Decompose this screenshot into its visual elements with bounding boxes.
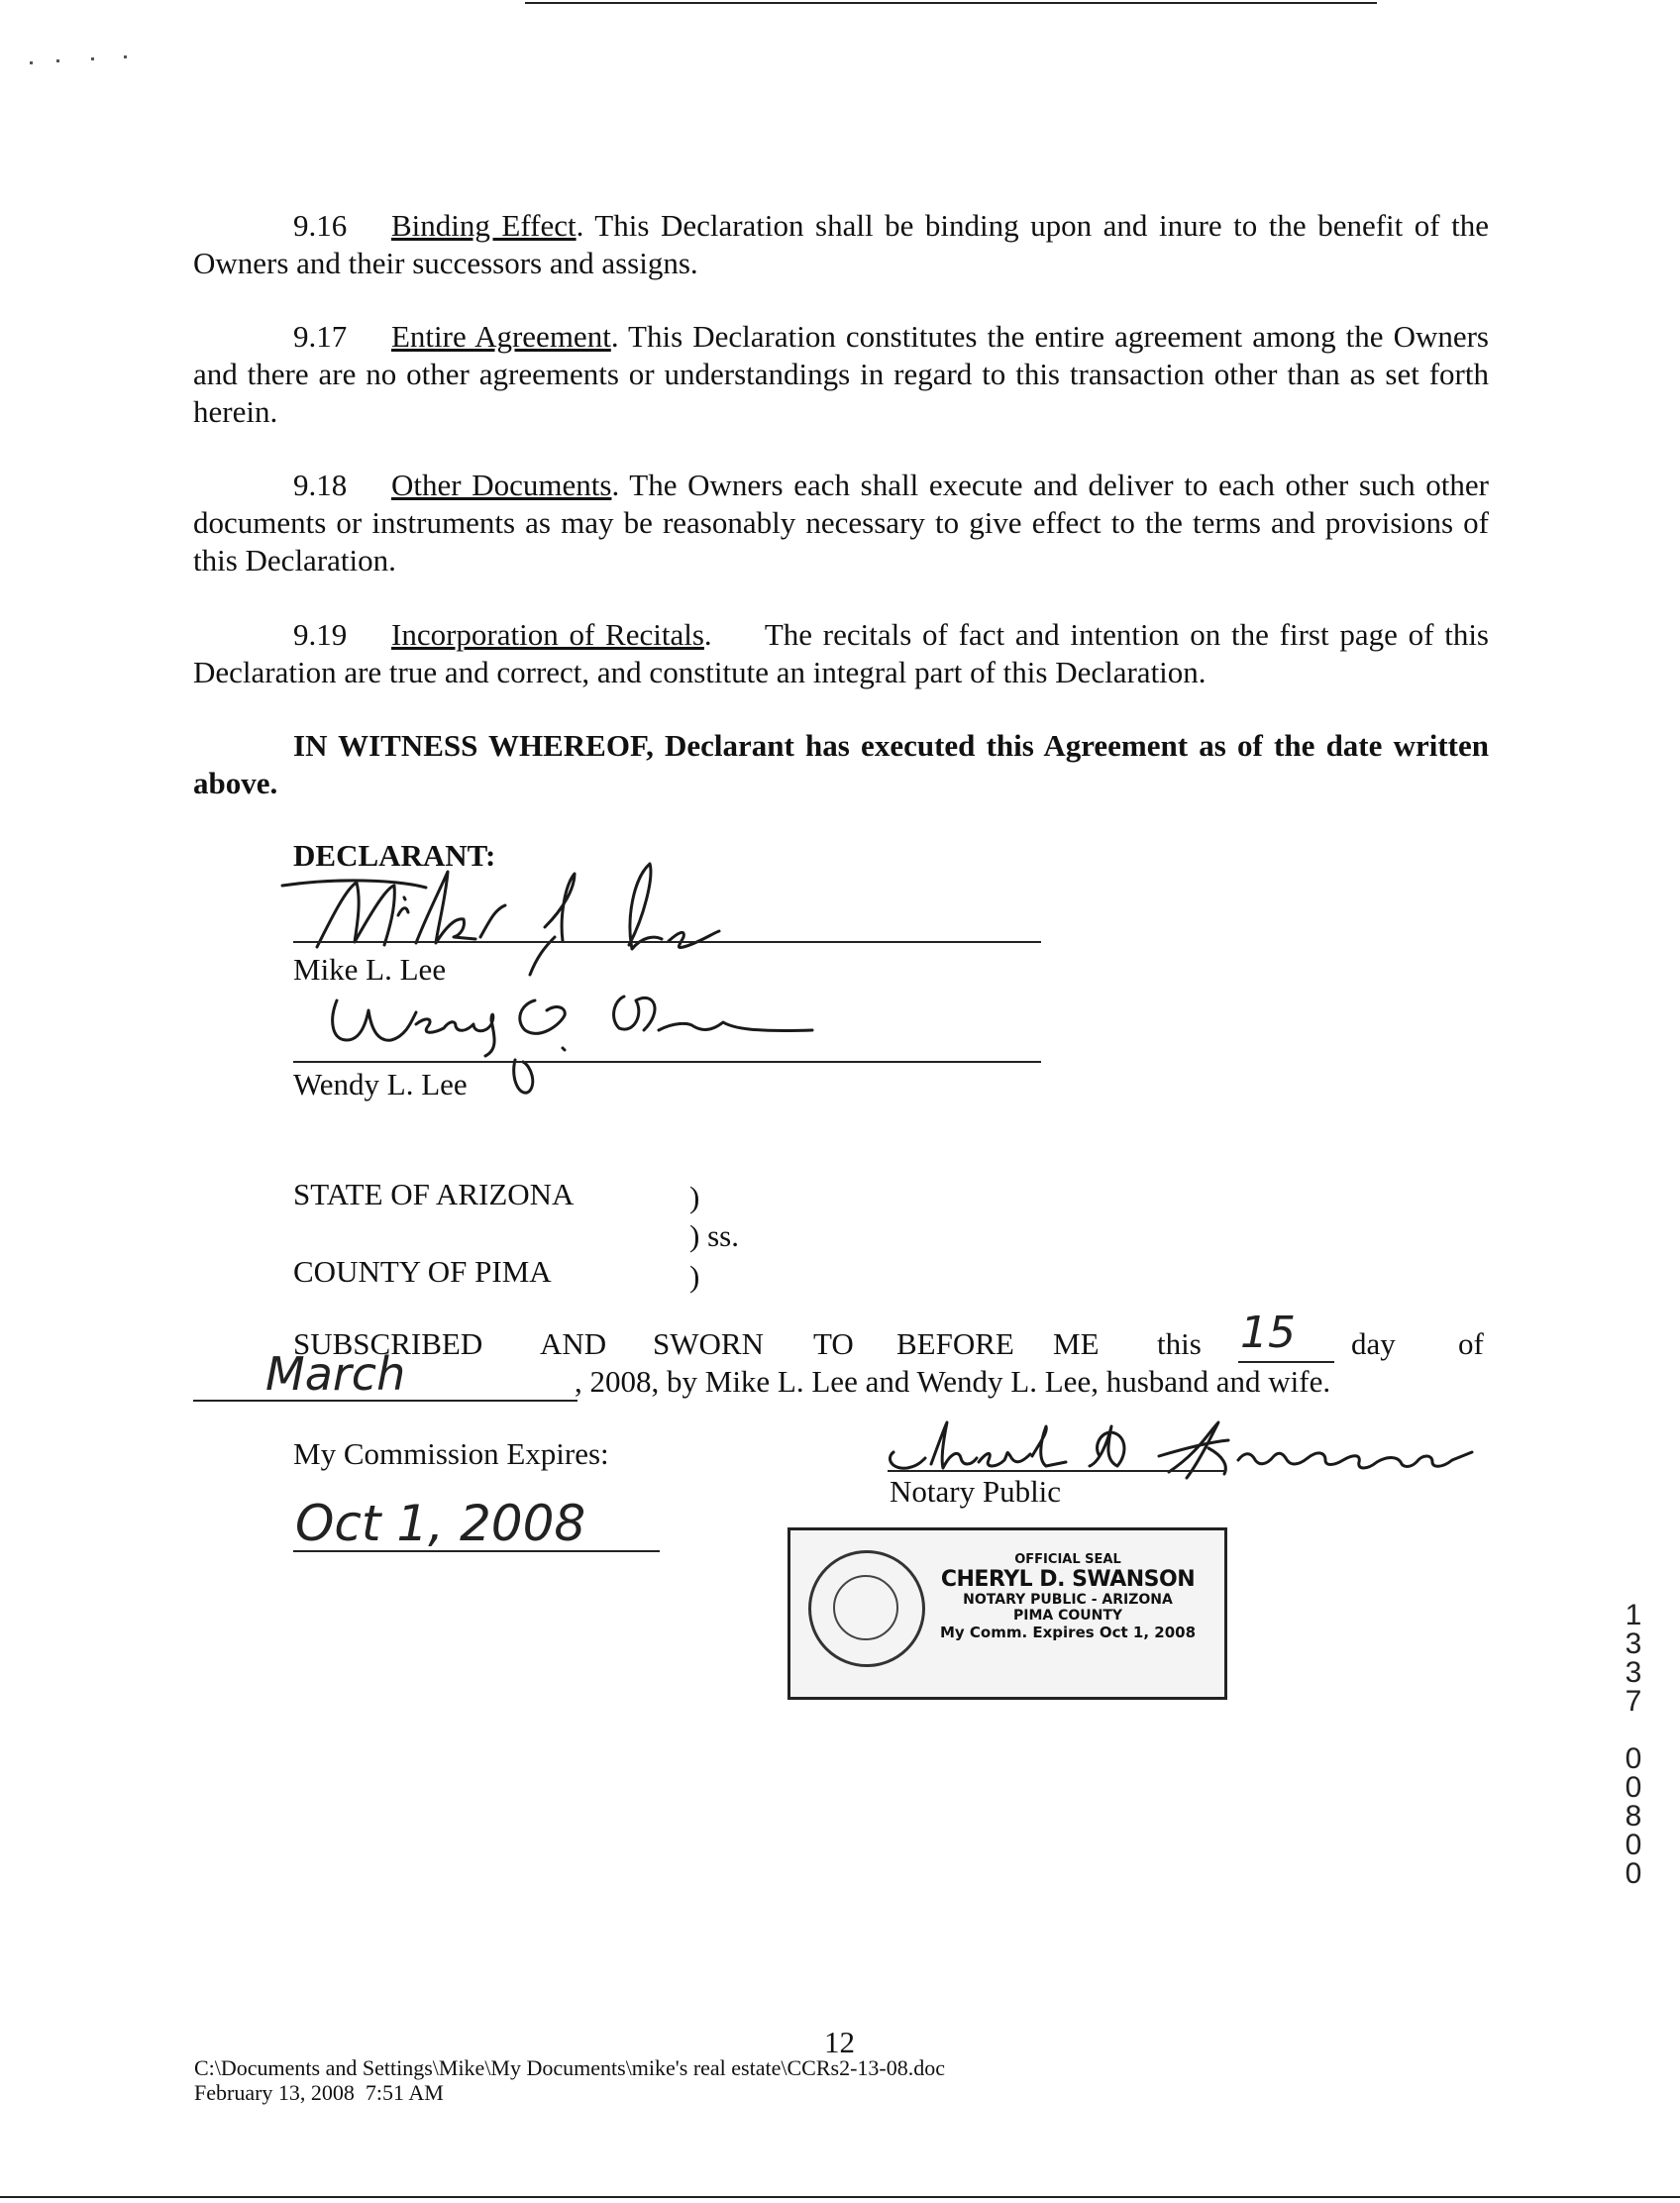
witness-clause bbox=[193, 727, 1489, 802]
margin-digit: 3 bbox=[1625, 1656, 1642, 1689]
handwritten-commission-date: Oct 1, 2008 bbox=[295, 1495, 586, 1552]
venue-county: COUNTY OF PIMA bbox=[293, 1254, 552, 1289]
section-text: . This Declaration shall be binding upon and inure to the benefit of the Owners and their successors and assigns. bbox=[193, 208, 1490, 280]
bottom-border-line bbox=[0, 2196, 1680, 2198]
signature-line-1 bbox=[293, 941, 1041, 943]
scan-speck bbox=[124, 55, 127, 58]
month-blank-line bbox=[193, 1400, 578, 1402]
jurat-day: day bbox=[1351, 1326, 1396, 1361]
section-text: . This Declaration constitutes the entire agreement among the Owners and there are no other agreements or understandings in regard to this transaction other than as set forth herein. bbox=[193, 319, 1489, 429]
margin-digit: 7 bbox=[1625, 1685, 1642, 1718]
scan-speck bbox=[56, 59, 59, 62]
section-9-18 bbox=[193, 467, 1489, 579]
handwritten-day: 15 bbox=[1240, 1308, 1296, 1358]
margin-digit: 1 bbox=[1625, 1599, 1642, 1631]
jurat-word-before: BEFORE bbox=[896, 1326, 1014, 1361]
section-9-17 bbox=[193, 318, 1489, 431]
footer-date: February 13, 2008 7:51 AM bbox=[194, 2080, 444, 2105]
margin-digit: 3 bbox=[1625, 1627, 1642, 1660]
signer-name-1: Mike L. Lee bbox=[293, 952, 447, 987]
jurat-word-sworn: SWORN bbox=[653, 1326, 764, 1361]
jurat-of: of bbox=[1458, 1326, 1484, 1361]
margin-digit: 0 bbox=[1625, 1771, 1642, 1804]
section-9-16 bbox=[193, 207, 1489, 282]
section-title: Other Documents bbox=[391, 468, 612, 502]
signature-line-2 bbox=[293, 1061, 1041, 1063]
seal-title: NOTARY PUBLIC - ARIZONA bbox=[963, 1592, 1173, 1608]
page-number: 12 bbox=[824, 2025, 855, 2059]
top-border-line bbox=[525, 2, 1377, 4]
venue-paren-open: ) bbox=[689, 1180, 700, 1214]
signer-name-2: Wendy L. Lee bbox=[293, 1067, 468, 1102]
section-number: 9.19 bbox=[293, 617, 348, 652]
section-text: . The recitals of fact and intention on the first page of this Declaration are true and correct, and constitute an integral part of this Declaration. bbox=[193, 617, 1497, 689]
margin-digit: 0 bbox=[1625, 1742, 1642, 1775]
venue-ss: ) ss. bbox=[689, 1218, 739, 1253]
section-number: 9.18 bbox=[293, 468, 348, 502]
section-number: 9.17 bbox=[293, 319, 348, 354]
margin-digit: 0 bbox=[1625, 1857, 1642, 1890]
venue-paren-close: ) bbox=[689, 1259, 700, 1294]
witness-text: IN WITNESS WHEREOF, Declarant has executed this Agreement as of the date written above. bbox=[193, 728, 1489, 800]
margin-digit: 8 bbox=[1625, 1800, 1642, 1833]
recording-number-margin bbox=[1622, 1601, 1645, 1888]
margin-digit bbox=[1622, 1716, 1645, 1744]
jurat-word-to: TO bbox=[813, 1326, 854, 1361]
seal-name: CHERYL D. SWANSON bbox=[940, 1567, 1196, 1592]
margin-digit: 0 bbox=[1625, 1829, 1642, 1861]
jurat-word-this: this bbox=[1157, 1326, 1202, 1361]
scan-speck bbox=[91, 57, 94, 60]
notary-label: Notary Public bbox=[890, 1474, 1062, 1509]
notary-seal-stamp bbox=[788, 1527, 1227, 1700]
seal-emblem-icon bbox=[808, 1550, 925, 1667]
declarant-heading: DECLARANT: bbox=[293, 838, 496, 873]
section-title: Incorporation of Recitals bbox=[391, 617, 704, 652]
venue-state: STATE OF ARIZONA bbox=[293, 1177, 575, 1211]
section-title: Entire Agreement bbox=[391, 319, 611, 354]
jurat-word-me: ME bbox=[1053, 1326, 1100, 1361]
seal-official: OFFICIAL SEAL bbox=[1014, 1552, 1121, 1567]
jurat-line2: , 2008, by Mike L. Lee and Wendy L. Lee, husband and wife. bbox=[575, 1364, 1331, 1399]
commission-label: My Commission Expires: bbox=[293, 1436, 609, 1471]
seal-text-block bbox=[924, 1552, 1211, 1641]
scan-speck bbox=[30, 61, 33, 64]
notary-signature-line bbox=[888, 1470, 1226, 1472]
jurat-word-and: AND bbox=[540, 1326, 607, 1361]
handwritten-month: March bbox=[265, 1347, 406, 1401]
section-text: . The Owners each shall execute and deliver to each other such other documents or instruments as may be reasonably necessary to give effect to the terms and provisions of this Declaration. bbox=[193, 468, 1489, 577]
section-number: 9.16 bbox=[293, 208, 348, 243]
seal-county: PIMA COUNTY bbox=[1012, 1608, 1123, 1624]
jurat-word-subscribed: SUBSCRIBED bbox=[293, 1326, 483, 1361]
section-9-19 bbox=[193, 616, 1497, 691]
section-title: Binding Effect bbox=[391, 208, 577, 243]
footer-file-path: C:\Documents and Settings\Mike\My Documents\mike's real estate\CCRs2-13-08.doc bbox=[194, 2055, 945, 2080]
seal-expiry: My Comm. Expires Oct 1, 2008 bbox=[939, 1624, 1197, 1641]
commission-date-line bbox=[293, 1550, 660, 1552]
